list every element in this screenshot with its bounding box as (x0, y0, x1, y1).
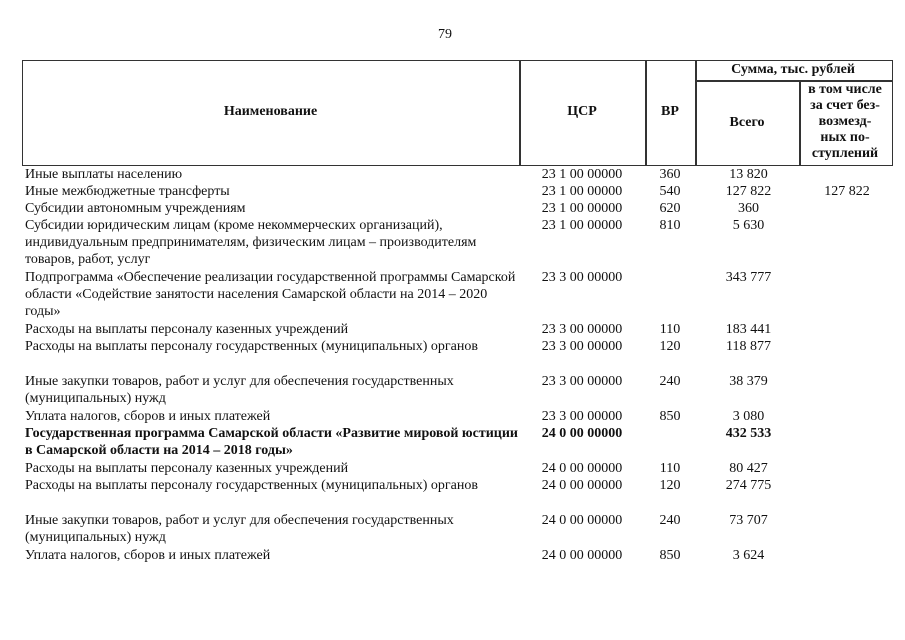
row-name: Уплата налогов, сборов и иных платежей (25, 548, 271, 563)
row-grat (802, 373, 892, 408)
header-total: Всего (729, 115, 765, 130)
table-row (22, 338, 892, 373)
row-vr: 120 (659, 339, 681, 354)
row-grat (802, 269, 892, 321)
row-csr: 23 1 00 00000 (541, 218, 623, 233)
header-grat-line: возмезд- (818, 114, 872, 129)
row-csr: 23 3 00 00000 (541, 409, 623, 424)
row-grat (802, 512, 892, 547)
row-total: 73 707 (729, 513, 768, 528)
row-name: Иные закупки товаров, работ и услуг для обеспечения государственных (муниципальных) нужд (25, 513, 454, 545)
row-csr: 23 3 00 00000 (541, 270, 623, 285)
row-csr: 23 1 00 00000 (541, 201, 623, 216)
row-vr: 110 (659, 322, 681, 337)
row-total: 80 427 (729, 461, 768, 476)
row-vr: 120 (659, 478, 681, 493)
row-vr: 850 (659, 409, 681, 424)
row-grat (802, 477, 892, 512)
table-row (22, 269, 892, 321)
row-name: Субсидии юридическим лицам (кроме некоммерческих организаций), индивидуальным предпринимателям, физическим лицам – производителям товаров, работ, услуг (25, 218, 477, 267)
row-name: Государственная программа Самарской области «Развитие мировой юстиции в Самарской области на 2014 – 2018 годы» (25, 426, 518, 458)
row-grat (802, 217, 892, 269)
row-name: Расходы на выплаты персоналу казенных учреждений (25, 322, 349, 337)
table-row (22, 460, 892, 477)
row-vr: 620 (659, 201, 681, 216)
table-row (22, 408, 892, 425)
row-grat: 127 822 (824, 184, 870, 199)
table-body (22, 166, 892, 564)
row-name: Субсидии автономным учреждениям (25, 201, 246, 216)
header-grat-line: в том числе (808, 82, 882, 97)
row-total: 118 877 (726, 339, 771, 354)
row-total: 13 820 (729, 167, 768, 182)
row-csr: 24 0 00 00000 (541, 548, 623, 563)
page-number: 79 (438, 27, 452, 42)
row-name: Иные закупки товаров, работ и услуг для обеспечения государственных (муниципальных) нужд (25, 374, 454, 406)
table-row (22, 200, 892, 217)
row-vr: 110 (659, 461, 681, 476)
row-total: 432 533 (725, 426, 772, 441)
row-total: 343 777 (725, 270, 772, 285)
row-vr (645, 269, 695, 321)
row-vr: 810 (659, 218, 681, 233)
table-row (22, 547, 892, 564)
row-total: 183 441 (725, 322, 772, 337)
header-csr: ЦСР (567, 104, 597, 119)
row-grat (802, 166, 892, 183)
row-vr: 850 (659, 548, 681, 563)
table-row (22, 512, 892, 547)
row-total: 360 (738, 201, 759, 216)
row-name: Уплата налогов, сборов и иных платежей (25, 409, 271, 424)
row-total: 5 630 (732, 218, 765, 233)
table-row (22, 373, 892, 408)
row-csr: 23 3 00 00000 (541, 374, 623, 389)
table-row (22, 477, 892, 512)
table-row (22, 425, 892, 460)
row-grat (802, 408, 892, 425)
header-sum: Сумма, тыс. рублей (731, 62, 855, 77)
row-total: 274 775 (725, 478, 772, 493)
row-csr: 23 1 00 00000 (541, 167, 623, 182)
row-name: Расходы на выплаты персоналу казенных учреждений (25, 461, 349, 476)
row-grat (802, 425, 892, 460)
row-total: 3 624 (732, 548, 765, 563)
row-total: 3 080 (732, 409, 765, 424)
table-row (22, 321, 892, 338)
row-csr: 23 3 00 00000 (541, 339, 623, 354)
row-vr: 240 (659, 513, 681, 528)
table-row (22, 183, 892, 200)
row-csr: 24 0 00 00000 (541, 478, 623, 493)
header-grat (799, 82, 891, 162)
row-csr: 23 1 00 00000 (541, 184, 623, 199)
row-grat (802, 460, 892, 477)
row-grat (802, 338, 892, 373)
row-csr: 24 0 00 00000 (541, 461, 623, 476)
header-vr: ВР (661, 104, 679, 119)
row-csr: 24 0 00 00000 (541, 513, 623, 528)
header-name: Наименование (223, 104, 318, 119)
header-grat-line: ступлений (811, 146, 879, 161)
row-name: Иные выплаты населению (25, 167, 183, 182)
row-grat (802, 321, 892, 338)
row-csr: 23 3 00 00000 (541, 322, 623, 337)
row-grat (802, 200, 892, 217)
header-grat-line: за счет без- (810, 98, 880, 113)
header-grat-line: ных по- (820, 130, 870, 145)
row-vr: 540 (659, 184, 681, 199)
row-total: 127 822 (725, 184, 772, 199)
row-total: 38 379 (729, 374, 768, 389)
table-row (22, 217, 892, 269)
row-name: Расходы на выплаты персоналу государственных (муниципальных) органов (25, 478, 478, 493)
row-name: Иные межбюджетные трансферты (25, 184, 230, 199)
row-grat (802, 547, 892, 564)
row-csr: 24 0 00 00000 (541, 426, 623, 441)
row-name: Расходы на выплаты персоналу государственных (муниципальных) органов (25, 339, 478, 354)
row-vr: 360 (659, 167, 681, 182)
table-row (22, 166, 892, 183)
row-vr (645, 425, 695, 460)
row-vr: 240 (659, 374, 681, 389)
row-name: Подпрограмма «Обеспечение реализации государственной программы Самарской области «Содействие занятости населения Самарской области на 2014 – 2020 годы» (25, 270, 516, 319)
